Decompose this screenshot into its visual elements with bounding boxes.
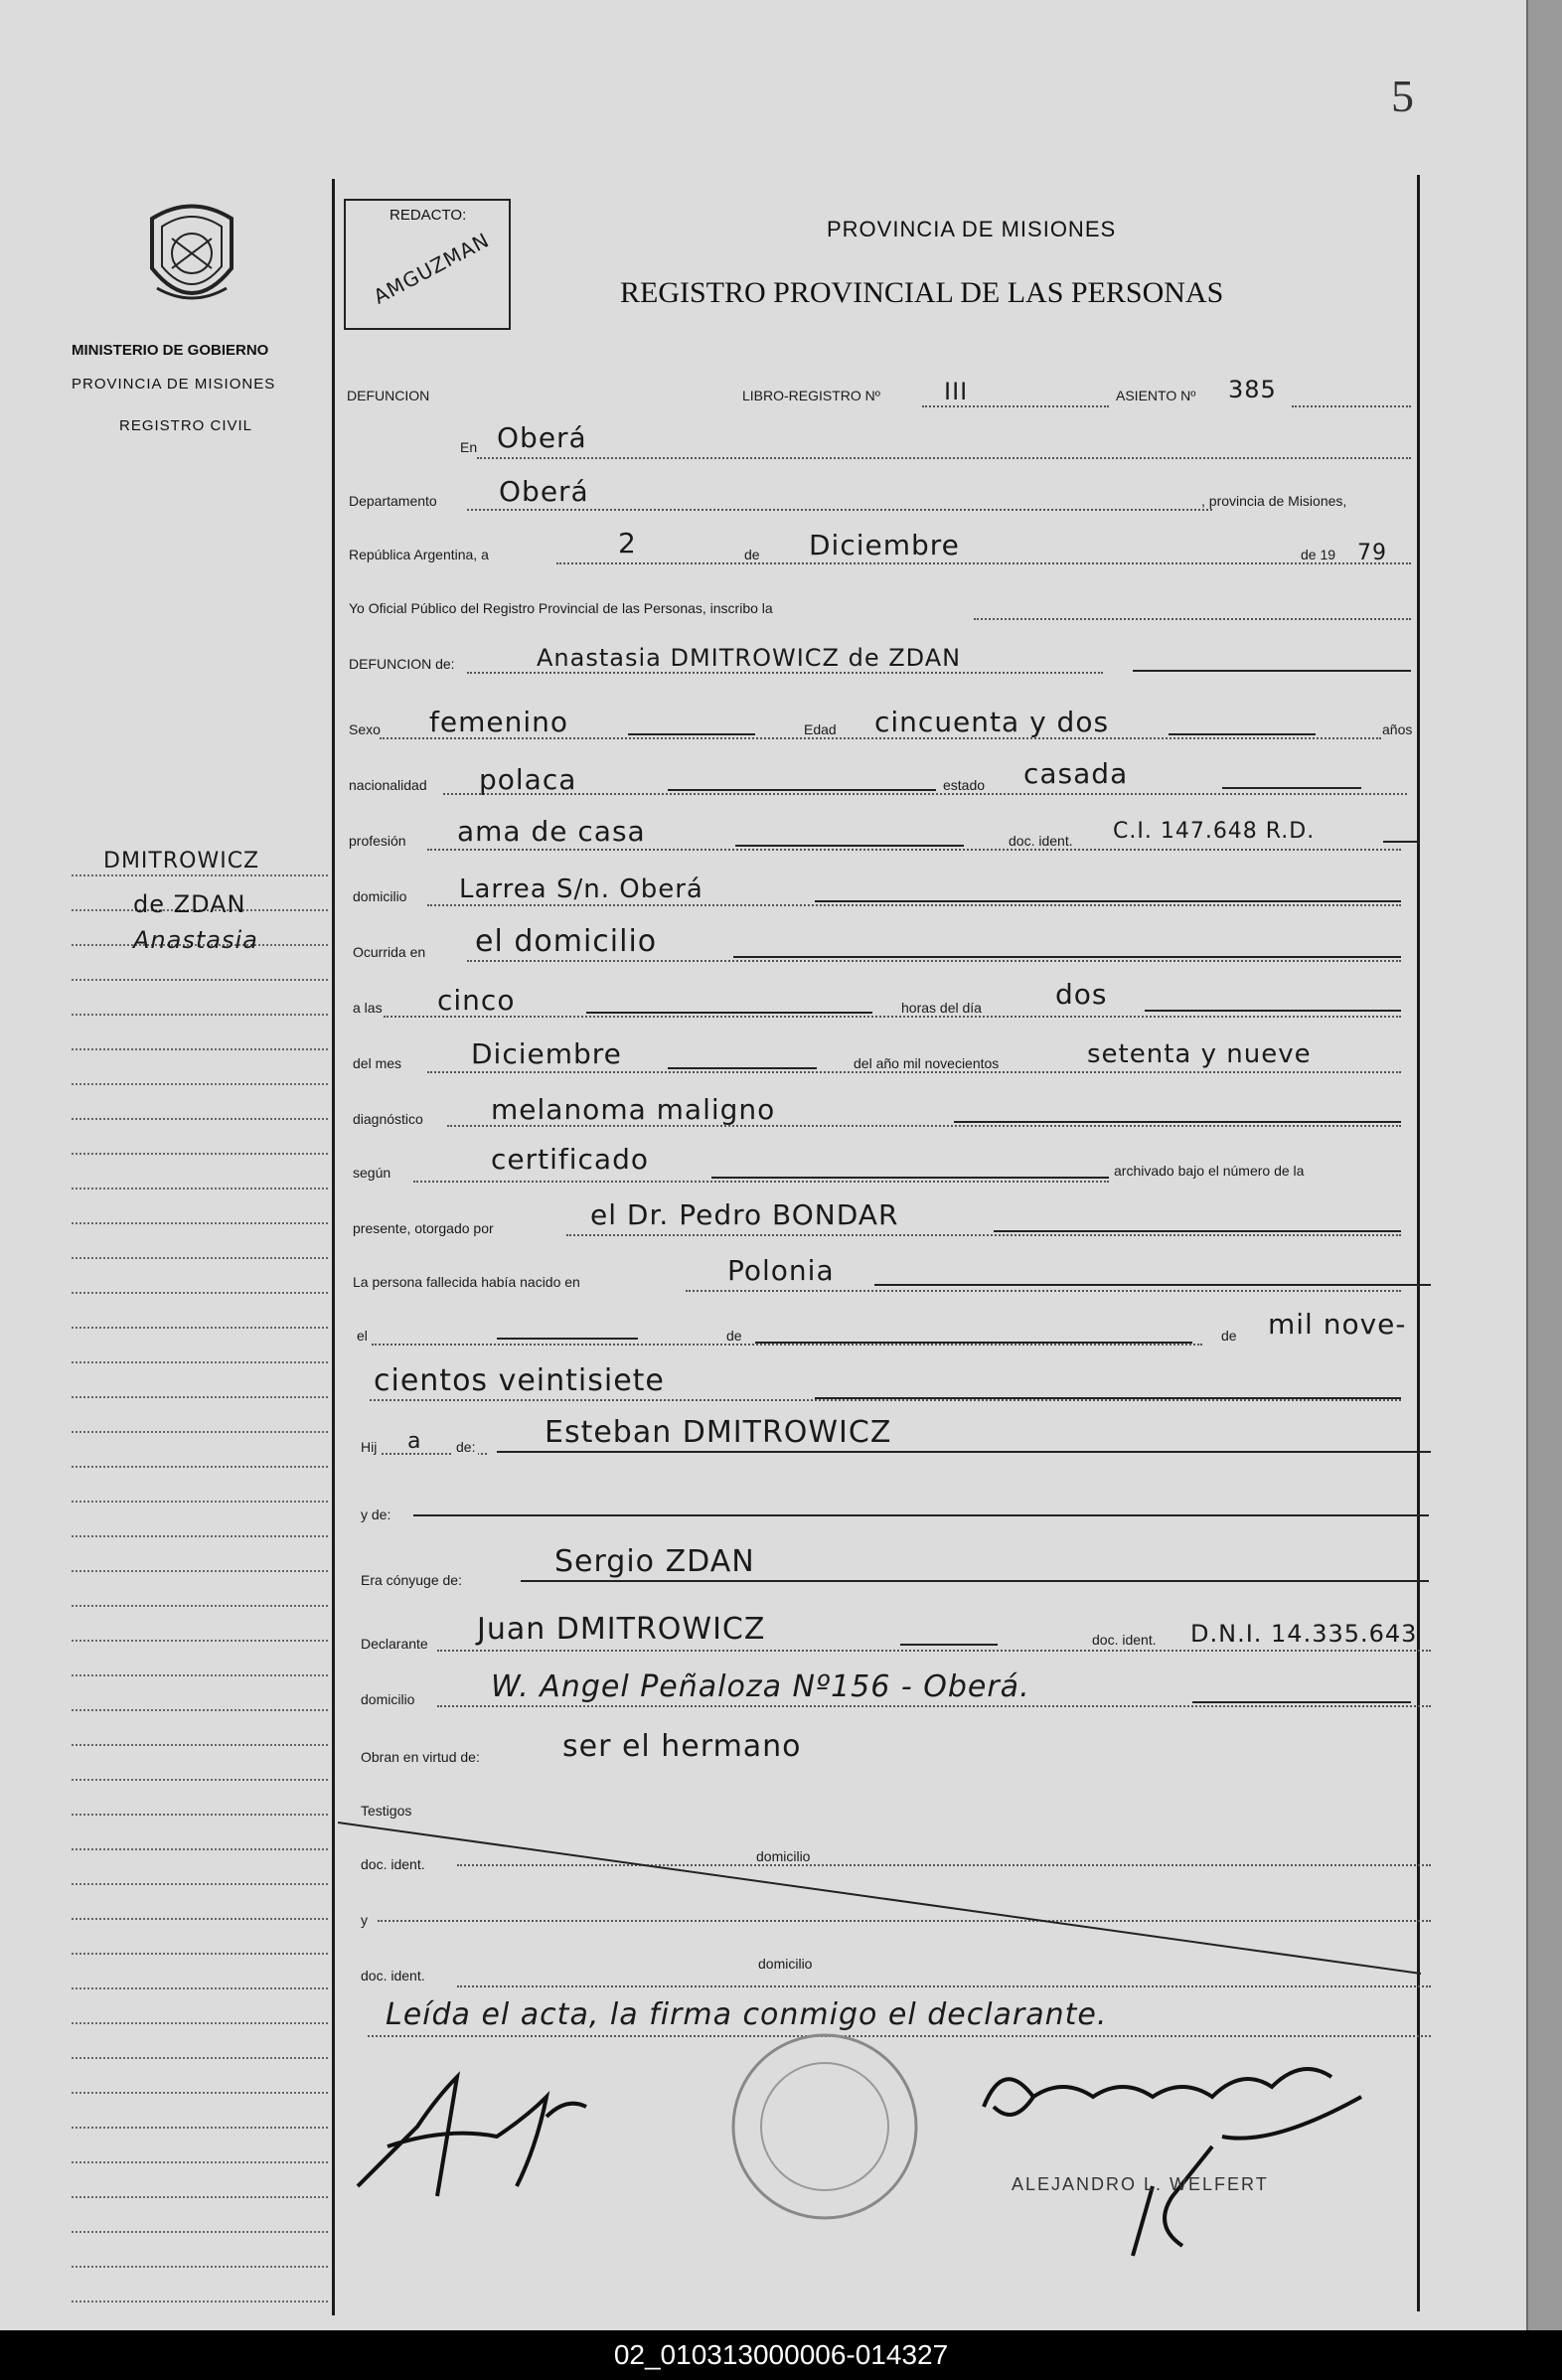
cancel-diagonal-line bbox=[338, 1819, 1431, 1978]
nacido-value: Polonia bbox=[727, 1254, 835, 1287]
father-value: Esteban DMITROWICZ bbox=[545, 1415, 892, 1450]
ministry-label: MINISTERIO DE GOBIERNO bbox=[72, 342, 269, 359]
redacto-label: REDACTO: bbox=[390, 207, 467, 224]
domicilio-label: domicilio bbox=[350, 888, 409, 904]
estado-value: casada bbox=[1023, 757, 1129, 790]
year-prefix: de 19 bbox=[1298, 547, 1338, 562]
redacto-value: AMGUZMAN bbox=[369, 228, 494, 309]
mes-value: Diciembre bbox=[471, 1037, 622, 1070]
presente-label: presente, otorgado por bbox=[350, 1220, 497, 1236]
horas-label: horas del día bbox=[898, 1000, 985, 1016]
obran-value: ser el hermano bbox=[562, 1729, 802, 1764]
testigo-y-label: y bbox=[358, 1912, 371, 1928]
decl-doc-label: doc. ident. bbox=[1089, 1632, 1160, 1648]
edad-value: cincuenta y dos bbox=[874, 706, 1110, 738]
diagnostico-label: diagnóstico bbox=[350, 1111, 426, 1127]
deceased-name: Anastasia DMITROWICZ de ZDAN bbox=[537, 644, 962, 672]
day-value: 2 bbox=[618, 527, 637, 559]
de-label: de bbox=[741, 547, 763, 562]
oficial-text: Yo Oficial Público del Registro Provincial de las Personas, inscribo la bbox=[346, 600, 776, 616]
segun-label: según bbox=[350, 1165, 393, 1181]
province-label: PROVINCIA DE MISIONES bbox=[72, 376, 276, 393]
y-de-label: y de: bbox=[358, 1507, 393, 1522]
provincia-suffix: , provincia de Misiones, bbox=[1198, 493, 1349, 509]
profesion-value: ama de casa bbox=[457, 815, 646, 848]
hij-de-label: de: bbox=[453, 1439, 478, 1455]
image-id-caption: 02_010313000006-014327 bbox=[613, 2339, 949, 2370]
asiento-label: ASIENTO Nº bbox=[1113, 388, 1198, 403]
de3-label: de bbox=[1218, 1328, 1240, 1344]
testigo2-doc-label: doc. ident. bbox=[358, 1968, 428, 1983]
testigos-label: Testigos bbox=[358, 1803, 414, 1819]
departamento-label: Departamento bbox=[346, 493, 440, 509]
official-seal bbox=[725, 2027, 924, 2226]
del-mes-label: del mes bbox=[350, 1055, 404, 1071]
margin-note-surname: DMITROWICZ bbox=[103, 849, 260, 873]
departamento-value: Oberá bbox=[499, 475, 589, 508]
conyuge-value: Sergio ZDAN bbox=[554, 1544, 755, 1579]
declarante-value: Juan DMITROWICZ bbox=[477, 1612, 766, 1647]
decl-doc-value: D.N.I. 14.335.643 bbox=[1190, 1620, 1418, 1648]
testigo1-doc-label: doc. ident. bbox=[358, 1856, 428, 1872]
cientos-value: cientos veintisiete bbox=[374, 1363, 665, 1398]
registry-title: REGISTRO PROVINCIAL DE LAS PERSONAS bbox=[620, 276, 1224, 309]
del-ano-label: del año mil novecientos bbox=[851, 1055, 1002, 1071]
sexo-value: femenino bbox=[429, 706, 568, 738]
official-signature bbox=[974, 2037, 1391, 2266]
segun-value: certificado bbox=[491, 1143, 649, 1176]
archivado-label: archivado bajo el número de la bbox=[1111, 1163, 1307, 1179]
a-las-label: a las bbox=[350, 1000, 386, 1016]
testigo1-dom-label: domicilio bbox=[753, 1848, 813, 1864]
declarante-label: Declarante bbox=[358, 1636, 431, 1652]
ocurrida-value: el domicilio bbox=[475, 924, 658, 959]
nacionalidad-value: polaca bbox=[479, 763, 577, 796]
testigo2-dom-label: domicilio bbox=[755, 1956, 815, 1972]
book-binding bbox=[1526, 0, 1562, 2330]
en-label: En bbox=[457, 439, 480, 455]
conyuge-label: Era cónyuge de: bbox=[358, 1572, 465, 1588]
nacido-label: La persona fallecida había nacido en bbox=[350, 1274, 583, 1290]
month-value: Diciembre bbox=[809, 529, 960, 561]
edad-label: Edad bbox=[801, 721, 840, 737]
el-label: el bbox=[354, 1328, 371, 1344]
doc-ident-label: doc. ident. bbox=[1006, 833, 1076, 849]
ano-value: setenta y nueve bbox=[1087, 1039, 1312, 1069]
diagnostico-value: melanoma maligno bbox=[491, 1093, 776, 1126]
libro-label: LIBRO-REGISTRO Nº bbox=[739, 388, 883, 403]
republica-label: República Argentina, a bbox=[346, 547, 492, 562]
defuncion-de-label: DEFUNCION de: bbox=[346, 656, 458, 672]
declarant-signature bbox=[348, 2057, 616, 2206]
presente-value: el Dr. Pedro BONDAR bbox=[590, 1198, 899, 1231]
libro-value: III bbox=[944, 378, 969, 405]
province-emblem bbox=[137, 199, 246, 318]
decl-domicilio-value: W. Angel Peñaloza Nº156 - Oberá. bbox=[491, 1669, 1030, 1704]
milnove-value: mil nove- bbox=[1268, 1308, 1407, 1341]
asiento-value: 385 bbox=[1228, 376, 1277, 403]
registry-label: REGISTRO CIVIL bbox=[119, 417, 253, 434]
profesion-label: profesión bbox=[346, 833, 409, 849]
decl-domicilio-label: domicilio bbox=[358, 1691, 417, 1707]
obran-label: Obran en virtud de: bbox=[358, 1749, 483, 1765]
page-number: 5 bbox=[1391, 71, 1414, 121]
margin-note-married: de ZDAN bbox=[133, 890, 246, 918]
ocurrida-label: Ocurrida en bbox=[350, 944, 428, 960]
domicilio-value: Larrea S/n. Oberá bbox=[459, 874, 703, 904]
official-name: ALEJANDRO L. WELFERT bbox=[1012, 2174, 1269, 2194]
de2-label: de bbox=[723, 1328, 745, 1344]
doc-type-label: DEFUNCION bbox=[344, 388, 432, 403]
a-las-value: cinco bbox=[437, 984, 516, 1017]
hij-suffix: a bbox=[407, 1429, 422, 1454]
left-frame-line bbox=[332, 179, 335, 2315]
leida-text: Leída el acta, la firma conmigo el declarante. bbox=[386, 1997, 1108, 2032]
province-title: PROVINCIA DE MISIONES bbox=[827, 217, 1117, 241]
right-frame-line bbox=[1417, 175, 1420, 2311]
hij-label: Hij bbox=[358, 1439, 380, 1455]
anos-label: años bbox=[1379, 721, 1415, 737]
year-value: 79 bbox=[1357, 541, 1387, 565]
doc-ident-value: C.I. 147.648 R.D. bbox=[1113, 819, 1316, 844]
estado-label: estado bbox=[940, 777, 988, 793]
dia-value: dos bbox=[1055, 978, 1108, 1011]
margin-note-given-name: Anastasia bbox=[133, 926, 258, 954]
sexo-label: Sexo bbox=[346, 721, 384, 737]
nacionalidad-label: nacionalidad bbox=[346, 777, 430, 793]
en-value: Oberá bbox=[497, 421, 587, 454]
